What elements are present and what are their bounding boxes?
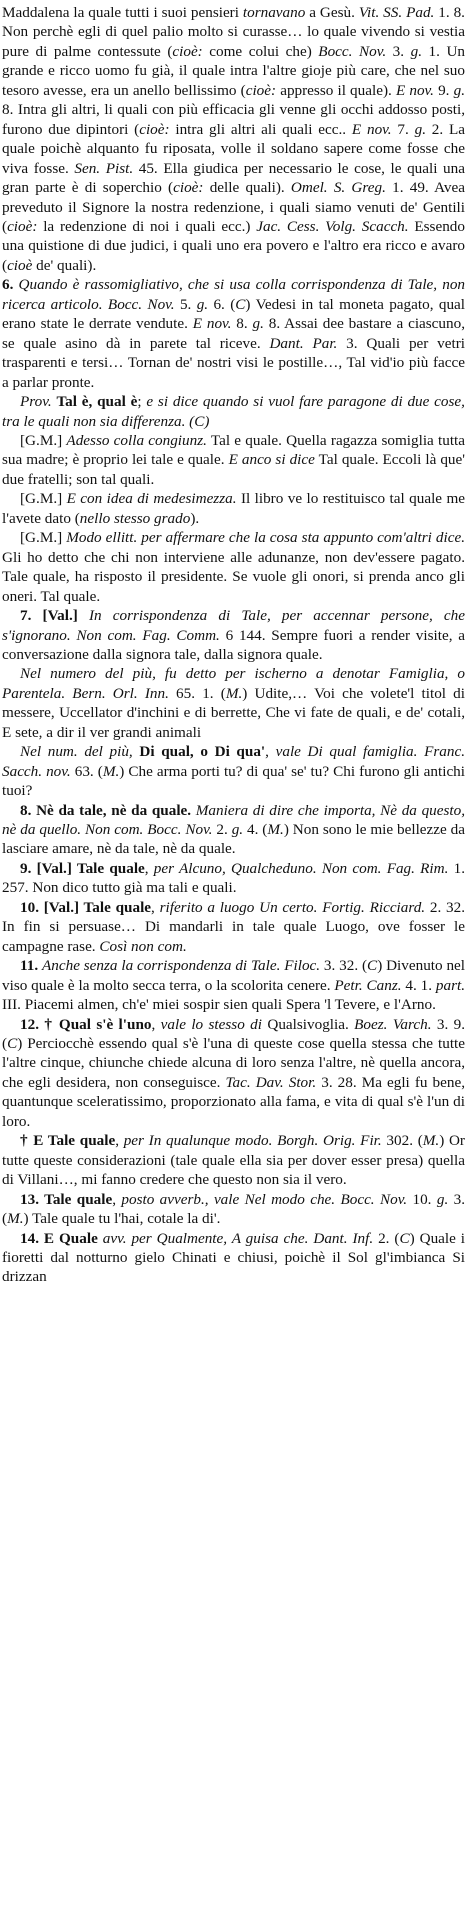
italic-run: Prov.: [20, 393, 52, 411]
text-run: 3. (: [2, 1190, 465, 1228]
italic-run: In corrispondenza di Tale, per accennar persone, che s'ignorano. Non com.: [2, 607, 465, 644]
text-run: a Gesù.: [305, 4, 359, 21]
text-run: come colui che): [202, 42, 319, 60]
italic-run: M.: [225, 684, 243, 702]
text-run: 2. La quale poichè alquanto fu riposata, volle il soldano sapere come fosse che viva fosse.: [2, 120, 466, 177]
italic-run: riferito a luogo Un certo.: [159, 898, 318, 916]
italic-run: Così non com.: [99, 937, 187, 955]
italic-run: Franc. Sacch. nov.: [2, 743, 466, 780]
text-run: Essendo una quistione di due judici, i quali uno era povero e l'altro era ricco e avaro (: [2, 217, 465, 274]
text-run: 45. Ella giudica per necessario le cose, le quali una gran parte è di soperchio (: [2, 159, 465, 197]
italic-run: Sen. Pist.: [74, 159, 134, 177]
sense-heading: 6.: [2, 276, 19, 294]
italic-run: E anco si dice: [228, 451, 315, 469]
entry-paragraph: [2, 664, 465, 742]
sense-heading: 9. [Val.] Tale quale: [20, 859, 145, 877]
italic-run: M.: [102, 762, 120, 780]
italic-run: Quando è rassomigliativo, che si usa colla corrispondenza di Tale, non ricerca articolo.: [2, 276, 466, 313]
text-run: ) Or tutte queste considerazioni (tale quale ella sia per dover esser presa) quella di Villani…, mi fanno credere che questo non sia il vero.: [2, 1132, 465, 1189]
text-run: 302. (: [381, 1132, 423, 1150]
text-run: 3. Quali per vetri trasparenti e tersi… Tornan de' nostri visi le postille…, Tal vid'io più facce a parlar pronte.: [2, 334, 465, 391]
italic-run: Fag. Rim.: [386, 859, 449, 877]
text-run: Maddalena la quale tutti i suoi pensieri: [2, 4, 243, 21]
italic-run: Nel numero del più, fu detto per ischerno a denotar Famiglia, o Parentela.: [2, 665, 465, 702]
italic-run: g.: [410, 42, 422, 60]
text-run: 2.: [212, 821, 232, 839]
sense-heading: Di qual, o Di qua': [139, 743, 266, 761]
italic-run: E con idea di medesimezza.: [66, 490, 237, 508]
text-run: 1. Un grande e ricco uomo fu già, il quale intra l'altre gioje più care, che nel suo tesoro avesse, era un anello bellissimo (: [2, 42, 466, 99]
text-run: 1. 257. Non dico tutto già ma tali e quali.: [2, 859, 466, 897]
text-run: ) Non sono le mie bellezze da lasciare amare, nè da tale, nè da quale.: [2, 821, 466, 858]
italic-run: Modo ellitt. per affermare che la cosa sta appunto com'altri dice.: [66, 529, 466, 547]
text-run: ,: [265, 743, 276, 761]
entry-paragraph: [2, 1131, 465, 1189]
italic-run: g.: [252, 315, 264, 333]
entry-paragraph: [2, 275, 465, 392]
text-run: 2. 32. In fin si persuase… Di mandarli in tale quale Luogo, ove fosser le campagne rase.: [2, 898, 466, 955]
entry-paragraph: [2, 3, 465, 275]
italic-run: cioè:: [139, 120, 170, 138]
italic-run: g.: [196, 295, 209, 313]
text-run: ) Perciocchè essendo qual s'è l'una di queste cose quella stessa che tutte l'altre cinque, chiunche chiede alcuna di loro senza l'altre, nè quella ancora, che egli desidera, non conseguisce.: [2, 1035, 465, 1091]
italic-run: Bocc. Nov.: [340, 1190, 408, 1208]
italic-run: per Alcuno, Qualcheduno. Non com.: [153, 859, 382, 877]
text-run: ) Vedesi in tal moneta pagato, qual erano state le derrate vendute.: [2, 295, 466, 333]
sense-heading: 14. E Quale: [20, 1229, 98, 1247]
text-run: la redenzione di noi i quali ecc.): [37, 217, 257, 235]
italic-run: Bocc. Nov.: [147, 821, 213, 839]
italic-run: Omel. S. Greg.: [290, 179, 386, 197]
entry-paragraph: [2, 431, 465, 489]
text-run: ,: [112, 1190, 122, 1208]
text-run: 3. 28. Ma egli fu bene, quantunque sceleratissimo, proporzionato alla fama, e vita di qual s'è l'un di loro.: [2, 1073, 466, 1130]
text-run: 1. 49. Avea preveduto il Signore la nostra redenzione, i quali siamo venuti de' Gentili (: [2, 179, 466, 235]
text-run: 8.: [231, 315, 253, 333]
text-run: 7.: [391, 120, 415, 138]
text-run: ,: [144, 859, 154, 877]
sense-heading: 10. [Val.] Tale quale: [20, 898, 152, 916]
italic-run: Filoc.: [284, 957, 321, 975]
text-run: 10.: [407, 1190, 437, 1208]
italic-run: C: [399, 1229, 410, 1247]
italic-run: Adesso colla congiunz.: [66, 431, 207, 449]
text-run: Il libro ve lo restituisco tal quale me l'avete dato (: [2, 490, 465, 527]
sense-heading: 7. [Val.]: [20, 607, 89, 625]
italic-run: Bocc. Nov.: [318, 42, 387, 60]
sense-heading: 12. † Qual s'è l'uno: [20, 1015, 152, 1033]
text-run: III. Piacemi almen, ch'e' miei sospir sien quali Spera 'l Tevere, e l'Arno.: [2, 996, 436, 1014]
text-run: Tal quale. Eccoli là que' due fratelli; son tal quali.: [2, 451, 465, 488]
text-run: Tal e quale. Quella ragazza somiglia tutta sua madre; è proprio lei tale e quale.: [2, 431, 466, 469]
italic-run: Vit. SS. Pad.: [358, 4, 435, 21]
text-run: ) Udite,… Voi che volete'l titol di messere, Uccellator d'inchini e di berrette, Che vi fate de quali, e de' cotali, E sete, a dir il ver grandi animali: [2, 684, 465, 741]
text-run: 6 144. Sempre fuori a render visite, a conversazione dalla signora tale, dalla signora quale.: [2, 626, 465, 663]
sense-heading: † E Tale quale: [20, 1132, 116, 1150]
italic-run: Bern. Orl. Inn.: [72, 684, 169, 702]
entry-paragraph: [2, 1015, 465, 1132]
italic-run: M.: [7, 1210, 24, 1228]
italic-run: E nov.: [192, 315, 232, 333]
italic-run: avv. per Qualmente, A guisa che.: [102, 1229, 309, 1247]
entry-paragraph: [2, 392, 465, 431]
italic-run: Fag. Comm.: [142, 626, 220, 644]
entry-paragraph: [2, 859, 465, 898]
text-run: [G.M.]: [20, 529, 67, 547]
italic-run: cioè:: [245, 81, 277, 99]
text-run: ) Divenuto nel viso quale è la molto secca terra, o la scolorita cenere.: [2, 957, 465, 994]
text-run: de' quali).: [32, 256, 97, 274]
italic-run: vale lo stesso di: [160, 1015, 262, 1033]
italic-run: vale Di qual famiglia.: [275, 743, 418, 761]
italic-run: M.: [267, 821, 284, 839]
text-run: 2. (: [373, 1229, 400, 1247]
italic-run: C: [235, 295, 246, 313]
text-run: ) Quale i fioretti dal notturno gielo Chinati e chiusi, poichè il Sol gl'imbianca Si drizzan: [2, 1229, 466, 1286]
italic-run: E nov.: [395, 81, 434, 99]
entry-paragraph: [2, 606, 465, 664]
text-run: [G.M.]: [20, 431, 67, 449]
italic-run: Fortig. Ricciard.: [322, 898, 426, 916]
text-run: 3. 32. (: [320, 957, 368, 975]
italic-run: g.: [414, 120, 426, 138]
italic-run: C: [7, 1035, 18, 1053]
text-run: 1. 8. Non perchè egli di quel palio molto si curasse… lo quale vivendo si vestia pure di palme contessute (: [2, 4, 465, 60]
text-run: [G.M.]: [20, 490, 67, 508]
italic-run: e si dice quando si vuol fare paragone di due cose, tra le quali non sia differenza. (C): [2, 393, 465, 430]
text-run: ;: [137, 393, 147, 411]
text-run: ).: [190, 509, 200, 527]
italic-run: cioè:: [172, 42, 203, 60]
italic-run: E nov.: [351, 120, 392, 138]
text-run: 4. 1.: [401, 976, 436, 994]
sense-heading: 13. Tale quale: [20, 1190, 113, 1208]
text-run: 65. 1. (: [168, 684, 226, 702]
entry-paragraph: [2, 801, 465, 859]
italic-run: nello stesso grado: [79, 509, 191, 527]
italic-run: cioè: [7, 256, 33, 274]
text-run: ,: [151, 1015, 161, 1033]
text-run: Qualsivoglia.: [261, 1015, 355, 1033]
entry-paragraph: [2, 956, 465, 1014]
text-run: 63. (: [70, 762, 103, 780]
sense-heading: Tal è, qual è: [56, 393, 138, 411]
text-run: intra gli altri ali quali ecc..: [169, 120, 352, 138]
italic-run: Jac. Cess. Volg. Scacch.: [256, 217, 409, 235]
italic-run: Anche senza la corrispondenza di Tale.: [41, 957, 281, 975]
text-run: ,: [115, 1132, 124, 1150]
entry-paragraph: [2, 528, 465, 606]
text-run: 6. (: [208, 295, 236, 313]
italic-run: g.: [453, 81, 466, 99]
text-run: ) Che arma porti tu? di qua' se' tu? Chi furono gli antichi tuoi?: [2, 762, 465, 800]
text-run: ,: [151, 898, 160, 916]
italic-run: g.: [436, 1190, 449, 1208]
text-run: 9.: [433, 81, 454, 99]
italic-run: Maniera di dire che importa, Nè da questo, nè da quello. Non com.: [2, 801, 466, 839]
italic-run: Petr. Canz.: [334, 976, 402, 994]
entry-paragraph: [2, 742, 465, 800]
entry-paragraph: [2, 898, 465, 956]
sense-heading: 8. Nè da tale, nè da quale.: [20, 801, 192, 819]
sense-heading: 11.: [20, 957, 42, 975]
italic-run: Dant. Inf.: [313, 1229, 374, 1247]
text-run: 3.: [386, 42, 411, 60]
italic-run: Tac. Dav. Stor.: [225, 1073, 317, 1091]
text-run: delle quali).: [203, 179, 291, 197]
italic-run: cioè:: [7, 217, 38, 235]
text-run: 8. Assai dee bastare a ciascuno, se quale asino dà in parete tal riceve.: [2, 315, 466, 352]
text-run: 3. 9. (: [2, 1015, 466, 1053]
entry-paragraph: [2, 489, 465, 528]
italic-run: posto avverb., vale Nel modo che.: [121, 1190, 336, 1208]
italic-run: C: [367, 957, 378, 975]
text-run: 8. Intra gli altri, li quali con più efficacia gli venne gli occhi addosso posti, furono due dipintori (: [2, 101, 465, 138]
text-run: Gli ho detto che chi non interviene alle adunanze, non dev'essere pagato. Tale quale, ha risposto il presidente. Se vuole gli onori, si prenda anco gli oneri. Tal quale.: [2, 548, 465, 605]
text-run: 4. (: [243, 821, 268, 839]
italic-run: g.: [231, 821, 244, 839]
italic-run: cioè:: [173, 179, 204, 197]
entry-paragraph: [2, 1190, 465, 1229]
italic-run: Borgh. Orig. Fir.: [277, 1132, 382, 1150]
text-run: ) Tale quale tu l'hai, cotale la di'.: [23, 1210, 221, 1228]
text-run: appresso il quale).: [276, 81, 396, 99]
italic-run: Dant. Par.: [269, 334, 338, 352]
italic-run: per In qualunque modo.: [123, 1132, 273, 1150]
italic-run: tornavano: [242, 4, 306, 21]
italic-run: Bocc. Nov.: [107, 295, 175, 313]
italic-run: M.: [422, 1132, 440, 1150]
italic-run: part.: [435, 976, 465, 994]
italic-run: Boez. Varch.: [354, 1015, 432, 1033]
italic-run: Nel num. del più,: [20, 743, 133, 761]
text-run: 5.: [174, 295, 197, 313]
entry-paragraph: [2, 1229, 465, 1287]
